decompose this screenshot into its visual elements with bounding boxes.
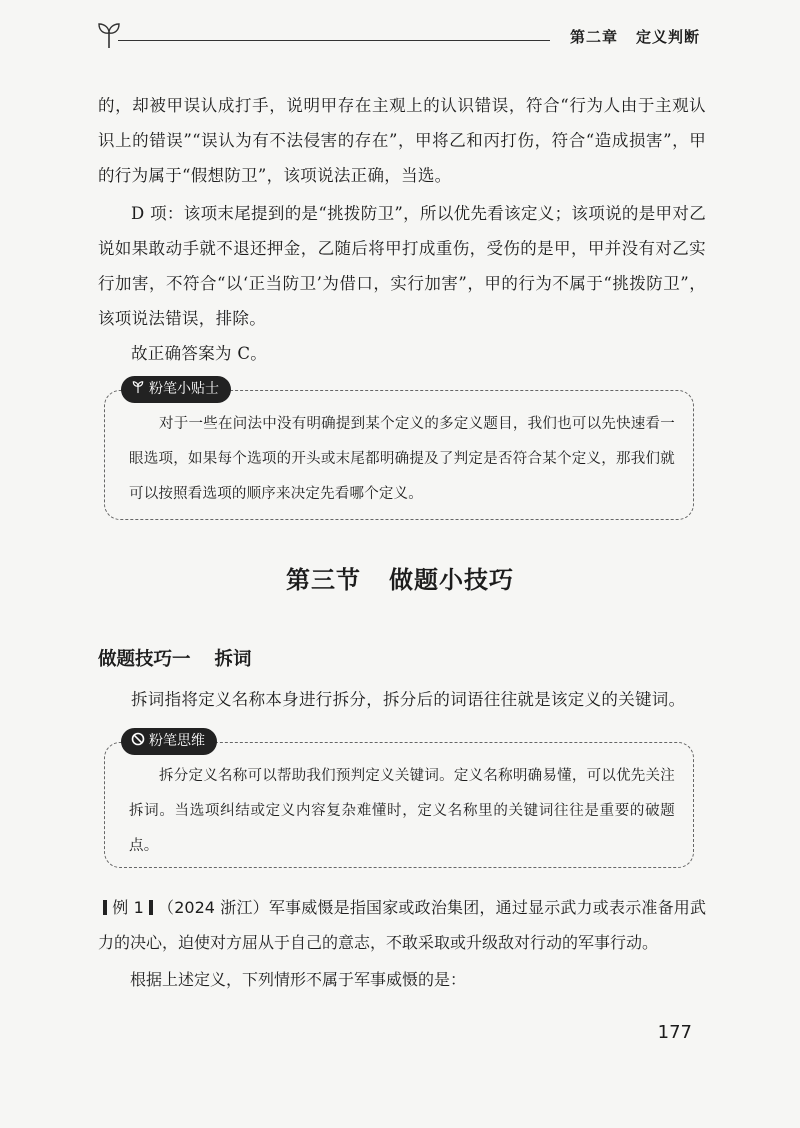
example-text: 军事威慑是指国家或政治集团，通过显示武力或表示准备用武力的决心，迫使对方屈从于自己的意志，不敢采取或升级敌对行动的军事行动。 [98, 898, 706, 952]
paragraph-answer: 故正确答案为 C。 [131, 344, 268, 363]
technique-heading [98, 645, 252, 671]
tip-box [104, 381, 694, 520]
example-label: 例 1 [112, 898, 144, 917]
page-number: 177 [657, 1022, 692, 1043]
sprout-icon [96, 20, 122, 50]
paragraph-option-d: D 项：该项末尾提到的是“挑拨防卫”，所以优先看该定义；该项说的是甲对乙说如果敢动手就不退还押金，乙随后将甲打成重伤，受伤的是甲，甲并没有对乙实行加害，不符合“以‘正当防卫’为借口，实行加害”，甲的行为不属于“挑拨防卫”，该项说法错误，排除。 [98, 204, 706, 328]
page-header [96, 18, 700, 54]
thinking-text: 拆分定义名称可以帮助我们预判定义关键词。定义名称明确易懂，可以优先关注拆词。当选项纠结或定义内容复杂难懂时，定义名称里的关键词往往是重要的破题点。 [129, 768, 675, 854]
no-entry-icon [131, 730, 145, 752]
example-question: 根据上述定义，下列情形不属于军事威慑的是： [130, 970, 467, 989]
sprout-icon [131, 378, 145, 400]
thinking-box [104, 733, 694, 868]
thinking-tag-label: 粉笔思维 [149, 733, 205, 749]
technique-label: 做题技巧一 [98, 649, 191, 670]
header-rule [118, 40, 550, 41]
section-name: 做题小技巧 [389, 566, 514, 594]
tip-tag [121, 376, 231, 403]
example-mark-right [149, 900, 153, 915]
tip-text: 对于一些在问法中没有明确提到某个定义的多定义题目，我们也可以先快速看一眼选项，如果每个选项的开头或末尾都明确提及了判定是否符合某个定义，那我们就可以按照看选项的顺序来决定先看哪个定义。 [129, 416, 675, 502]
technique-name: 拆词 [214, 649, 252, 670]
example-mark-left [103, 900, 107, 915]
tip-tag-label: 粉笔小贴士 [149, 381, 219, 397]
section-title [0, 560, 800, 595]
thinking-tag [121, 728, 217, 755]
example-source: （2024 浙江） [157, 898, 269, 917]
chapter-number: 第二章 [569, 28, 618, 46]
chapter-heading [570, 26, 700, 47]
technique-intro: 拆词指将定义名称本身进行拆分，拆分后的词语往往就是该定义的关键词。 [131, 690, 686, 709]
section-number: 第三节 [286, 566, 361, 594]
chapter-title: 定义判断 [635, 28, 700, 46]
paragraph-continuation: 的，却被甲误认成打手，说明甲存在主观上的认识错误，符合“行为人由于主观认识上的错误”“误认为有不法侵害的存在”，甲将乙和丙打伤，符合“造成损害”，甲的行为属于“假想防卫”，该项说法正确，当选。 [98, 96, 706, 185]
example-paragraph [98, 890, 706, 960]
